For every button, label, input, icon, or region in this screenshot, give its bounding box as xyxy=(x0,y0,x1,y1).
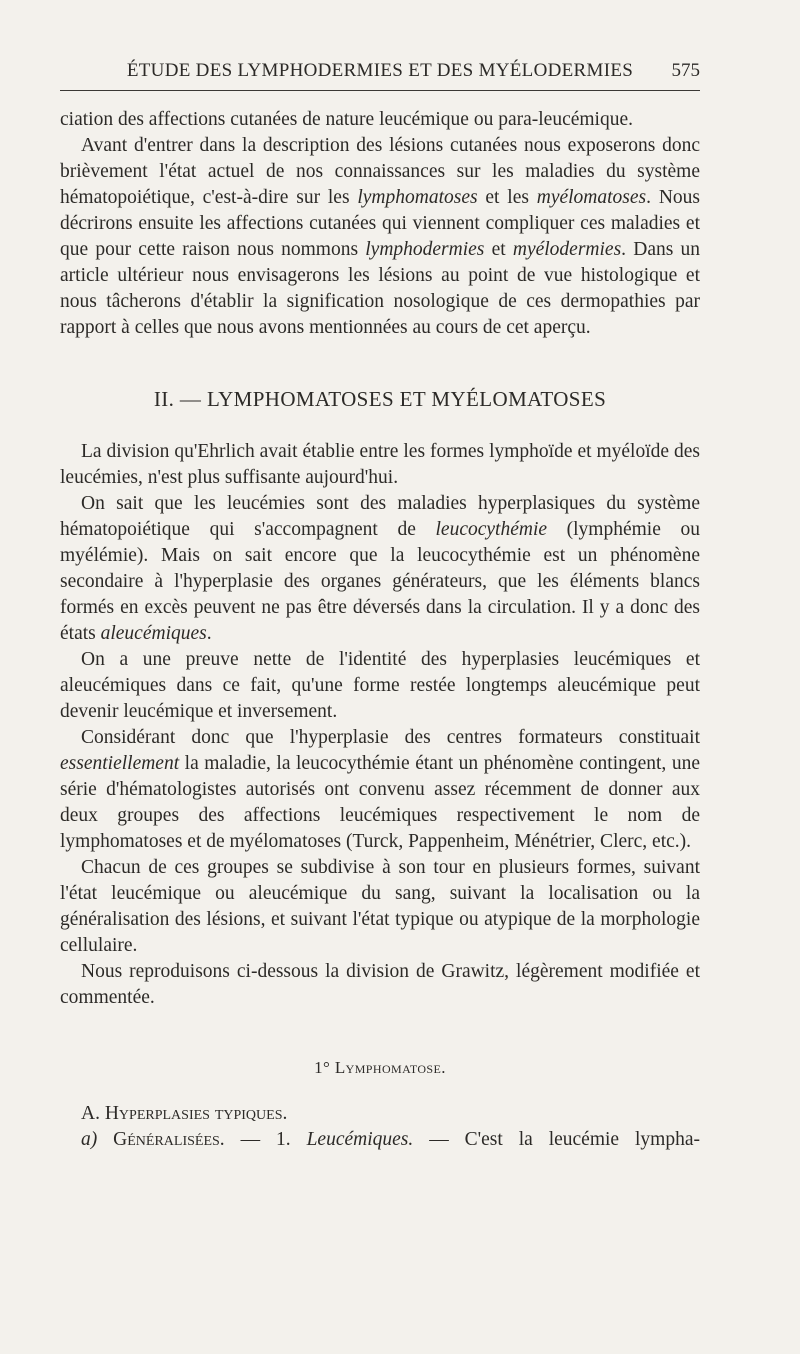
paragraph-2-part-3: . Nous décrirons ensuite les affections cutanées qui viennent compliquer ces maladies et que pour cette raison nous nommons xyxy=(60,187,701,260)
paragraph-2-part-1: Avant d'entrer dans la description des lésions cutanées nous exposerons donc brièvement l'état actuel de nos connaissances sur les maladies du système hématopoiétique, c'est-à-dire sur les xyxy=(60,135,700,208)
paragraph-2-part-5: . Dans un article ultérieur nous envisagerons les lésions au point de vue histologique et nous tâcherons d'établir la signification nosologique de ces dermopathies par rapport à celles que nous avons mentionnées au cours de cet aperçu. xyxy=(60,239,700,338)
paragraph-4-part-2: (lymphémie ou myélémie). Mais on sait encore que la leucocythémie est un phénomène secondaire à l'hyperplasie des organes générateurs, que les éléments blancs formés en excès peuvent ne pas être déversés dans la circulation. Il y a donc des états xyxy=(60,519,700,644)
paragraph-4-part-1: On sait que les leucémies sont des maladies hyperplasiques du système hématopoiétique qui s'accompagnent de xyxy=(60,493,700,540)
paragraph-3: La division qu'Ehrlich avait établie entre les formes lymphoïde et myéloïde des leucémies, n'est plus suffisante aujourd'hui. xyxy=(60,441,700,488)
paragraph-6-part-1: Considérant donc que l'hyperplasie des centres formateurs constituait xyxy=(81,727,700,748)
term-myelomatoses: myélomatoses xyxy=(536,187,647,208)
outline-item-b-rest: — C'est la leucémie lympha- xyxy=(413,1129,700,1150)
outline-item-b-term: Leucémiques. xyxy=(306,1129,414,1150)
outline-item-b-heading: Généralisées. xyxy=(97,1129,225,1150)
outline-item-b xyxy=(60,1127,700,1153)
paragraph-5: On a une preuve nette de l'identité des hyperplasies leucémiques et aleucémiques dans ce fait, qu'une forme restée longtemps aleucémique peut devenir leucémique et inversement. xyxy=(60,649,700,722)
paragraph-6 xyxy=(60,725,700,855)
outline-item-b-dash: — 1. xyxy=(224,1129,307,1150)
page-number: 575 xyxy=(671,60,700,81)
paragraph-8: Nous reproduisons ci-dessous la division de Grawitz, légèrement modifiée et commentée. xyxy=(60,961,700,1008)
running-title: ÉTUDE DES LYMPHODERMIES ET DES MYÉLODERMIES xyxy=(126,60,634,81)
term-lymphomatoses: lymphomatoses xyxy=(357,187,478,208)
body-text xyxy=(60,107,700,1153)
page-header xyxy=(60,56,700,91)
term-lymphodermies: lymphodermies xyxy=(365,239,485,260)
term-aleucemiques: aleucémiques xyxy=(100,623,207,644)
paragraph-4-part-3: . xyxy=(206,623,212,644)
section-title: II. — LYMPHOMATOSES ET MYÉLOMATOSES xyxy=(153,387,607,411)
paragraph-2 xyxy=(60,133,700,341)
paragraph-4 xyxy=(60,491,700,647)
paragraph-6-part-2: la maladie, la leucocythémie étant un phénomène contingent, une série d'hématologistes autorisés ont convenu assez récemment de donner aux deux groupes des affections leucémiques respectivement le nom de lymphomatoses et de myélomatoses (Turck, Pappenheim, Ménétrier, Clerc, etc.). xyxy=(60,753,700,852)
paragraph-2-part-2: et les xyxy=(477,187,537,208)
paragraph-2-part-4: et xyxy=(484,239,513,260)
paragraph-1: ciation des affections cutanées de nature leucémique ou para-leucémique. xyxy=(60,109,634,130)
outline-item-a-label: A. xyxy=(81,1103,105,1124)
term-myelodermies: myélodermies xyxy=(512,239,622,260)
outline-item-b-label: a) xyxy=(81,1129,98,1150)
outline-item-a-text: Hyperplasies typiques. xyxy=(104,1103,288,1124)
term-leucocythemie: leucocythémie xyxy=(435,519,548,540)
subsection-title: 1° Lymphomatose. xyxy=(314,1058,446,1077)
term-essentiellement: essentiellement xyxy=(60,753,180,774)
paragraph-7: Chacun de ces groupes se subdivise à son tour en plusieurs formes, suivant l'état leucémique ou aleucémique du sang, suivant la localisation ou la généralisation des lésions, et suivant l'état typique ou atypique de la morphologie cellulaire. xyxy=(60,857,700,956)
outline-item-a xyxy=(60,1101,700,1127)
